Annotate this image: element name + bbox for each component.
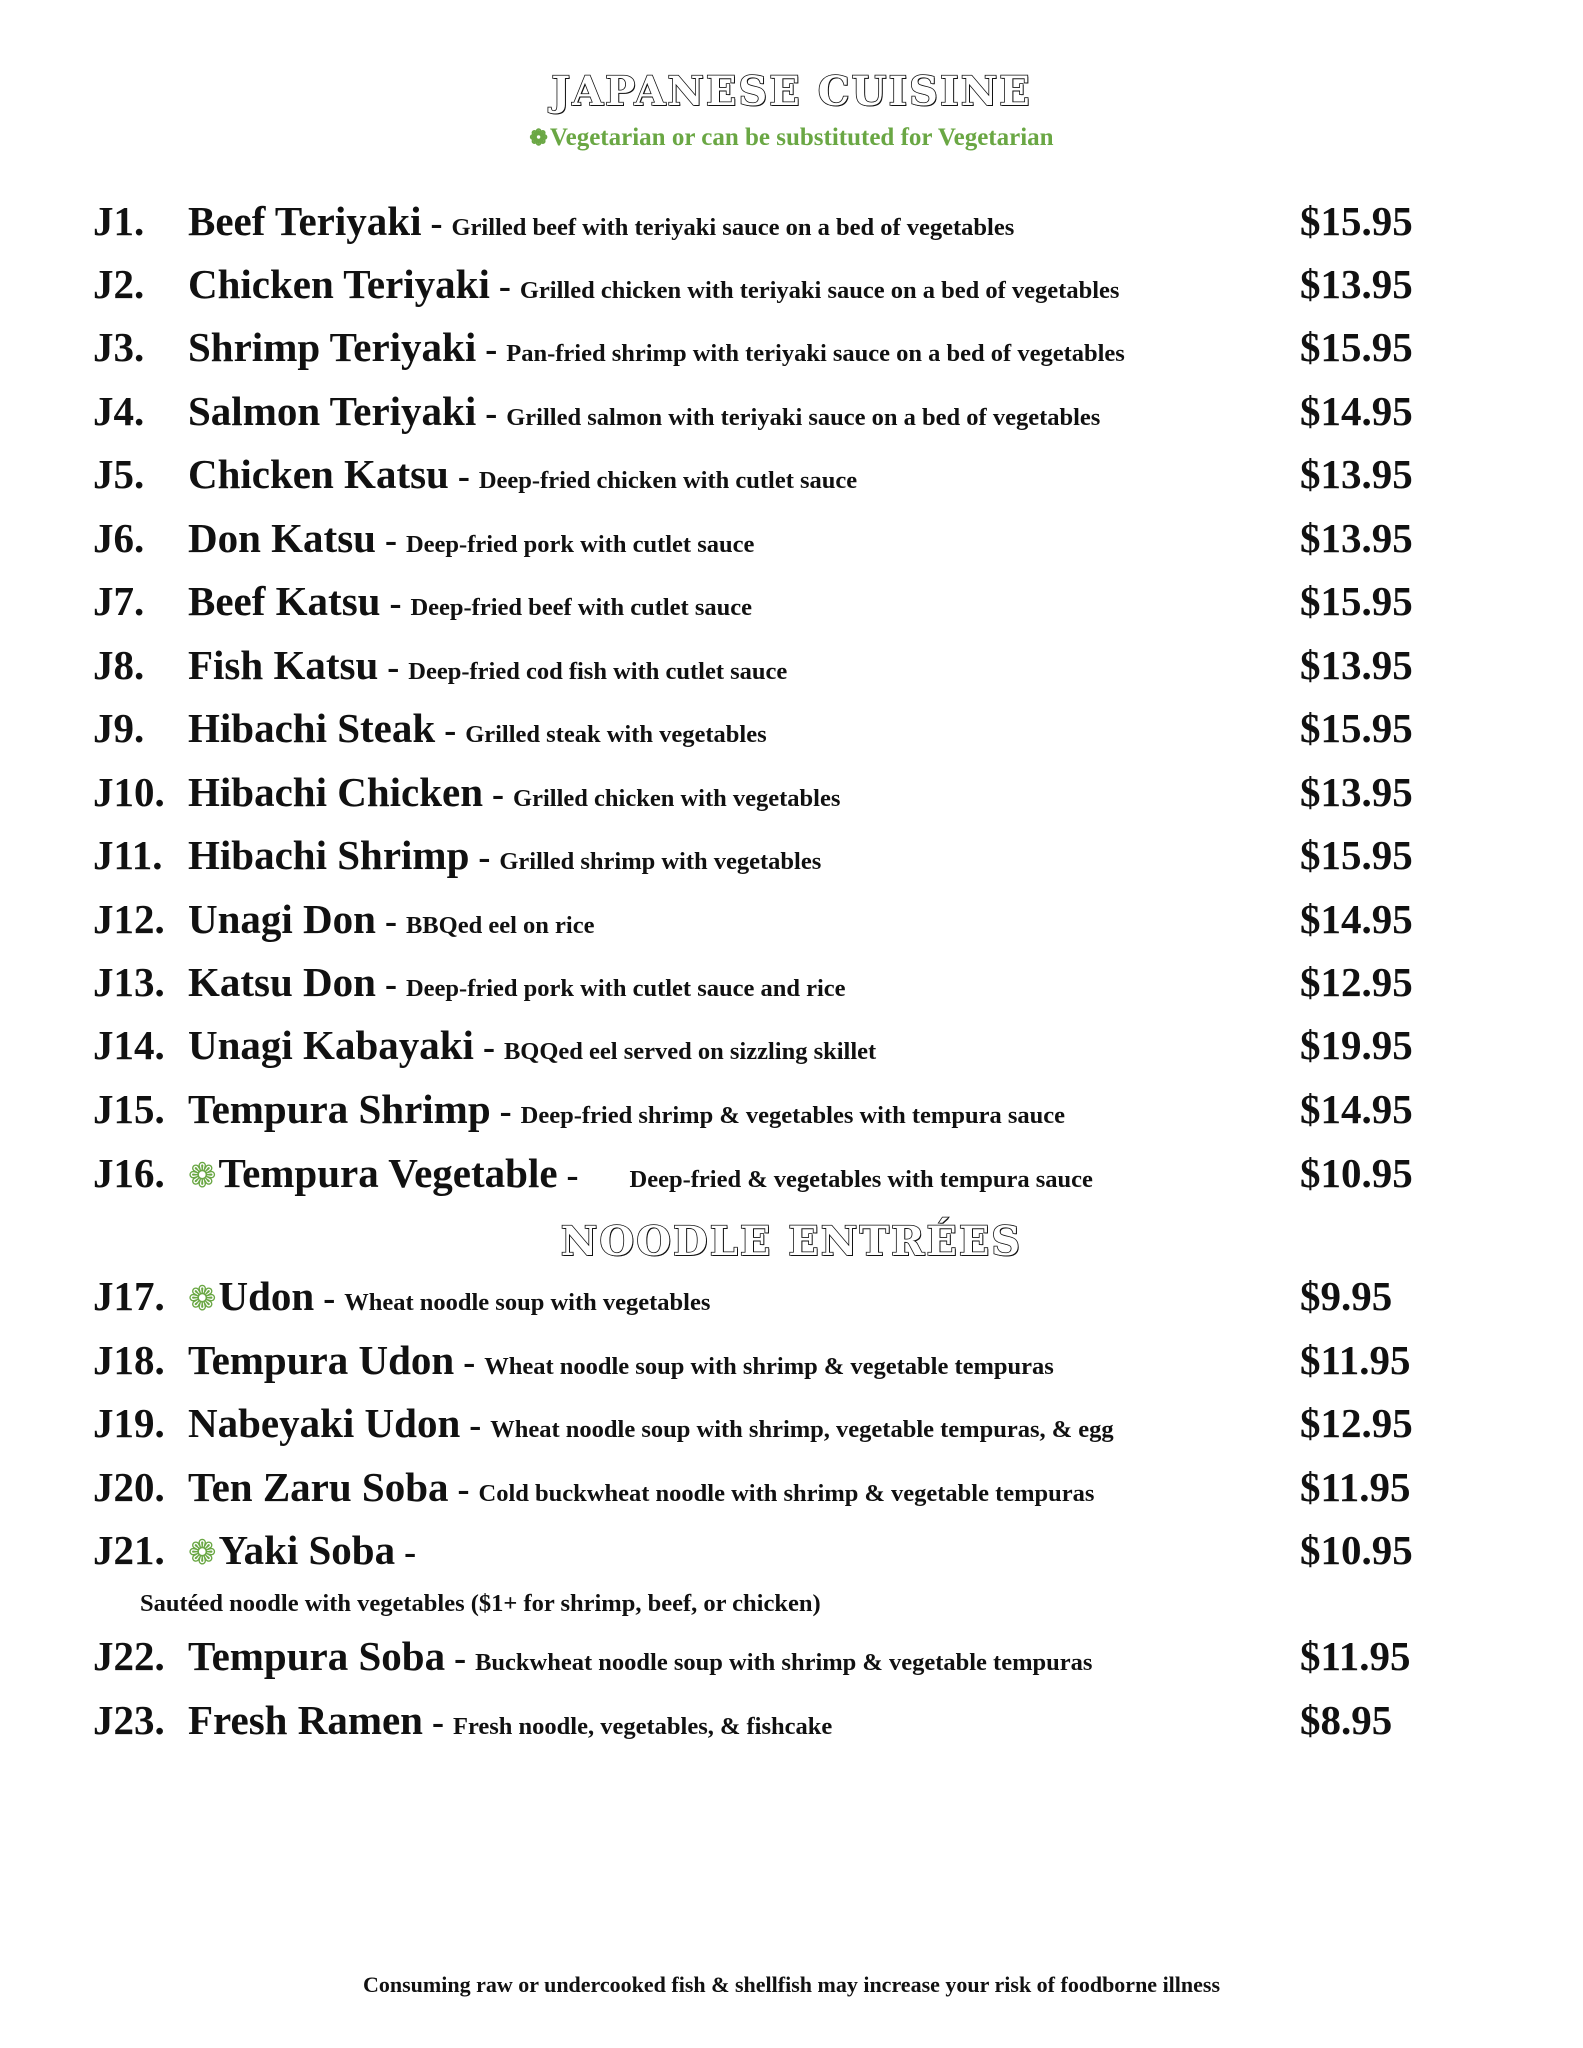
item-code: J19. (93, 1400, 165, 1446)
item-name: Tempura Shrimp (188, 1086, 491, 1132)
item-name: Udon (218, 1273, 315, 1319)
item-code: J15. (93, 1086, 165, 1132)
item-description: Grilled shrimp with vegetables (499, 848, 822, 875)
item-price: $11.95 (1300, 1633, 1411, 1679)
menu-item: J23. Fresh Ramen - Fresh noodle, vegetables, & fishcake $8.95 (93, 1697, 1393, 1743)
item-description: Pan-fried shrimp with teriyaki sauce on a bed of vegetables (506, 340, 1125, 367)
health-disclaimer: Consuming raw or undercooked fish & shellfish may increase your risk of foodborne illness (362, 1972, 1221, 1997)
menu-item: J1. Beef Teriyaki - Grilled beef with teriyaki sauce on a bed of vegetables $15.95 (93, 198, 1413, 244)
vegetarian-legend (0, 124, 1583, 152)
menu-item: J20. Ten Zaru Soba - Cold buckwheat noodle with shrimp & vegetable tempuras $11.95 (93, 1464, 1411, 1510)
page-title: JAPANESE CUISINE (551, 68, 1032, 115)
item-price: $15.95 (1300, 578, 1413, 624)
item-price: $15.95 (1300, 705, 1413, 751)
item-name: Tempura Soba (188, 1633, 446, 1679)
item-name: Beef Teriyaki (188, 198, 422, 244)
item-code: J7. (93, 578, 145, 624)
item-price: $13.95 (1300, 642, 1413, 688)
menu-item: J14. Unagi Kabayaki - BQQed eel served on sizzling skillet $19.95 (93, 1022, 1413, 1068)
item-code: J18. (93, 1337, 165, 1383)
item-description: Deep-fried & vegetables with tempura sauce (629, 1166, 1093, 1193)
item-price: $15.95 (1300, 198, 1413, 244)
item-code: J12. (93, 896, 165, 942)
menu-item: J4. Salmon Teriyaki - Grilled salmon with teriyaki sauce on a bed of vegetables $14.95 (93, 388, 1413, 434)
item-description: Wheat noodle soup with shrimp & vegetable tempuras (484, 1353, 1054, 1380)
item-name: Tempura Udon (188, 1337, 455, 1383)
item-price: $10.95 (1300, 1527, 1413, 1573)
menu-item: J19. Nabeyaki Udon - Wheat noodle soup with shrimp, vegetable tempuras, & egg $12.95 (93, 1400, 1413, 1446)
item-description: BQQed eel served on sizzling skillet (503, 1038, 877, 1065)
menu-item: J17. ❁Udon - Wheat noodle soup with vegetables $9.95 (93, 1273, 1393, 1319)
item-description: Wheat noodle soup with shrimp, vegetable tempuras, & egg (490, 1416, 1114, 1443)
item-price: $9.95 (1300, 1273, 1393, 1319)
item-description: Grilled chicken with vegetables (513, 785, 841, 812)
menu-item: J6. Don Katsu - Deep-fried pork with cutlet sauce $13.95 (93, 515, 1413, 561)
item-code: J20. (93, 1464, 165, 1510)
item-description: BBQed eel on rice (405, 912, 595, 939)
item-name: Chicken Katsu (188, 451, 449, 497)
item-description: Grilled chicken with teriyaki sauce on a bed of vegetables (519, 277, 1120, 304)
item-price: $10.95 (1300, 1150, 1413, 1196)
item-description: Deep-fried shrimp & vegetables with tempura sauce (520, 1102, 1065, 1129)
item-description: Deep-fried pork with cutlet sauce and rice (405, 975, 846, 1002)
menu-item: J12. Unagi Don - BBQed eel on rice $14.95 (93, 896, 1413, 942)
menu-item: J15. Tempura Shrimp - Deep-fried shrimp & vegetables with tempura sauce $14.95 (93, 1086, 1413, 1132)
vegetarian-icon: ❁ (529, 125, 548, 150)
item-name: Salmon Teriyaki (188, 388, 477, 434)
item-name: Tempura Vegetable (218, 1150, 558, 1196)
item-description: Deep-fried chicken with cutlet sauce (478, 467, 858, 494)
item-price: $13.95 (1300, 769, 1413, 815)
item-code: J11. (93, 832, 163, 878)
item-name: Shrimp Teriyaki (188, 324, 477, 370)
item-name: Hibachi Shrimp (188, 832, 470, 878)
menu-item: J10. Hibachi Chicken - Grilled chicken with vegetables $13.95 (93, 769, 1413, 815)
item-code: J10. (93, 769, 165, 815)
item-price: $15.95 (1300, 832, 1413, 878)
vegetarian-note: Vegetarian or can be substituted for Vegetarian (549, 124, 1054, 151)
item-description: Grilled salmon with teriyaki sauce on a bed of vegetables (506, 404, 1101, 431)
item-price: $11.95 (1300, 1464, 1411, 1510)
item-description: Grilled beef with teriyaki sauce on a bed of vegetables (451, 214, 1015, 241)
item-code: J22. (93, 1633, 165, 1679)
menu-item: J22. Tempura Soba - Buckwheat noodle soup with shrimp & vegetable tempuras $11.95 (93, 1633, 1411, 1679)
item-price: $14.95 (1300, 388, 1413, 434)
item-description: Wheat noodle soup with vegetables (344, 1289, 711, 1316)
item-name: Nabeyaki Udon (188, 1400, 461, 1446)
item-description: Deep-fried pork with cutlet sauce (405, 531, 755, 558)
item-description: Sautéed noodle with vegetables ($1+ for shrimp, beef, or chicken) (140, 1590, 821, 1617)
menu-item: J16. ❁Tempura Vegetable - Deep-fried & vegetables with tempura sauce $10.95 (93, 1150, 1413, 1196)
item-price: $19.95 (1300, 1022, 1413, 1068)
item-code: J23. (93, 1697, 165, 1743)
item-code: J16. (93, 1150, 165, 1196)
item-price: $13.95 (1300, 261, 1413, 307)
item-name: Hibachi Steak (188, 705, 436, 751)
menu-item: J2. Chicken Teriyaki - Grilled chicken with teriyaki sauce on a bed of vegetables $13.95 (93, 261, 1413, 307)
vegetarian-icon: ❁ (188, 1158, 217, 1195)
item-code: J13. (93, 959, 165, 1005)
menu-item: J3. Shrimp Teriyaki - Pan-fried shrimp with teriyaki sauce on a bed of vegetables $15.95 (93, 324, 1413, 370)
item-code: J17. (93, 1273, 165, 1319)
item-code: J8. (93, 642, 145, 688)
item-name: Yaki Soba (218, 1527, 396, 1573)
item-price: $12.95 (1300, 1400, 1413, 1446)
item-description: Buckwheat noodle soup with shrimp & vegetable tempuras (475, 1649, 1093, 1676)
menu-item: J13. Katsu Don - Deep-fried pork with cutlet sauce and rice $12.95 (93, 959, 1413, 1005)
menu-item: J18. Tempura Udon - Wheat noodle soup with shrimp & vegetable tempuras $11.95 (93, 1337, 1411, 1383)
item-description: Deep-fried beef with cutlet sauce (410, 594, 752, 621)
item-price: $13.95 (1300, 451, 1413, 497)
vegetarian-icon: ❁ (188, 1535, 217, 1572)
item-name: Ten Zaru Soba (188, 1464, 449, 1510)
menu-item: J8. Fish Katsu - Deep-fried cod fish with cutlet sauce $13.95 (93, 642, 1413, 688)
item-name: Fish Katsu (188, 642, 379, 688)
menu-item: J9. Hibachi Steak - Grilled steak with vegetables $15.95 (93, 705, 1413, 751)
menu-item: J21. ❁Yaki Soba - $10.95 (93, 1527, 1413, 1573)
item-price: $8.95 (1300, 1697, 1393, 1743)
item-name: Beef Katsu (188, 578, 381, 624)
item-price: $14.95 (1300, 1086, 1413, 1132)
menu-item: J11. Hibachi Shrimp - Grilled shrimp with vegetables $15.95 (93, 832, 1413, 878)
item-code: J9. (93, 705, 145, 751)
item-name: Fresh Ramen (188, 1697, 423, 1743)
item-code: J5. (93, 451, 145, 497)
item-code: J14. (93, 1022, 165, 1068)
item-name: Unagi Kabayaki (188, 1022, 474, 1068)
item-code: J4. (93, 388, 145, 434)
item-name: Unagi Don (188, 896, 376, 942)
item-price: $15.95 (1300, 324, 1413, 370)
item-description: Fresh noodle, vegetables, & fishcake (452, 1713, 833, 1740)
item-price: $12.95 (1300, 959, 1413, 1005)
item-code: J21. (93, 1527, 165, 1573)
item-code: J3. (93, 324, 145, 370)
item-code: J1. (93, 198, 145, 244)
item-name: Chicken Teriyaki (188, 261, 490, 307)
item-description: Grilled steak with vegetables (465, 721, 767, 748)
item-price: $13.95 (1300, 515, 1413, 561)
noodle-section-title: NOODLE ENTRÉES (560, 1218, 1023, 1265)
item-price: $14.95 (1300, 896, 1413, 942)
item-code: J2. (93, 261, 145, 307)
item-price: $11.95 (1300, 1337, 1411, 1383)
item-code: J6. (93, 515, 145, 561)
menu-item: J7. Beef Katsu - Deep-fried beef with cutlet sauce $15.95 (93, 578, 1413, 624)
item-name: Hibachi Chicken (188, 769, 484, 815)
item-description: Deep-fried cod fish with cutlet sauce (408, 658, 788, 685)
item-name: Katsu Don (188, 959, 376, 1005)
menu-item: J5. Chicken Katsu - Deep-fried chicken with cutlet sauce $13.95 (93, 451, 1413, 497)
item-description: Cold buckwheat noodle with shrimp & vegetable tempuras (478, 1480, 1095, 1507)
item-name: Don Katsu (188, 515, 376, 561)
vegetarian-icon: ❁ (188, 1281, 217, 1318)
